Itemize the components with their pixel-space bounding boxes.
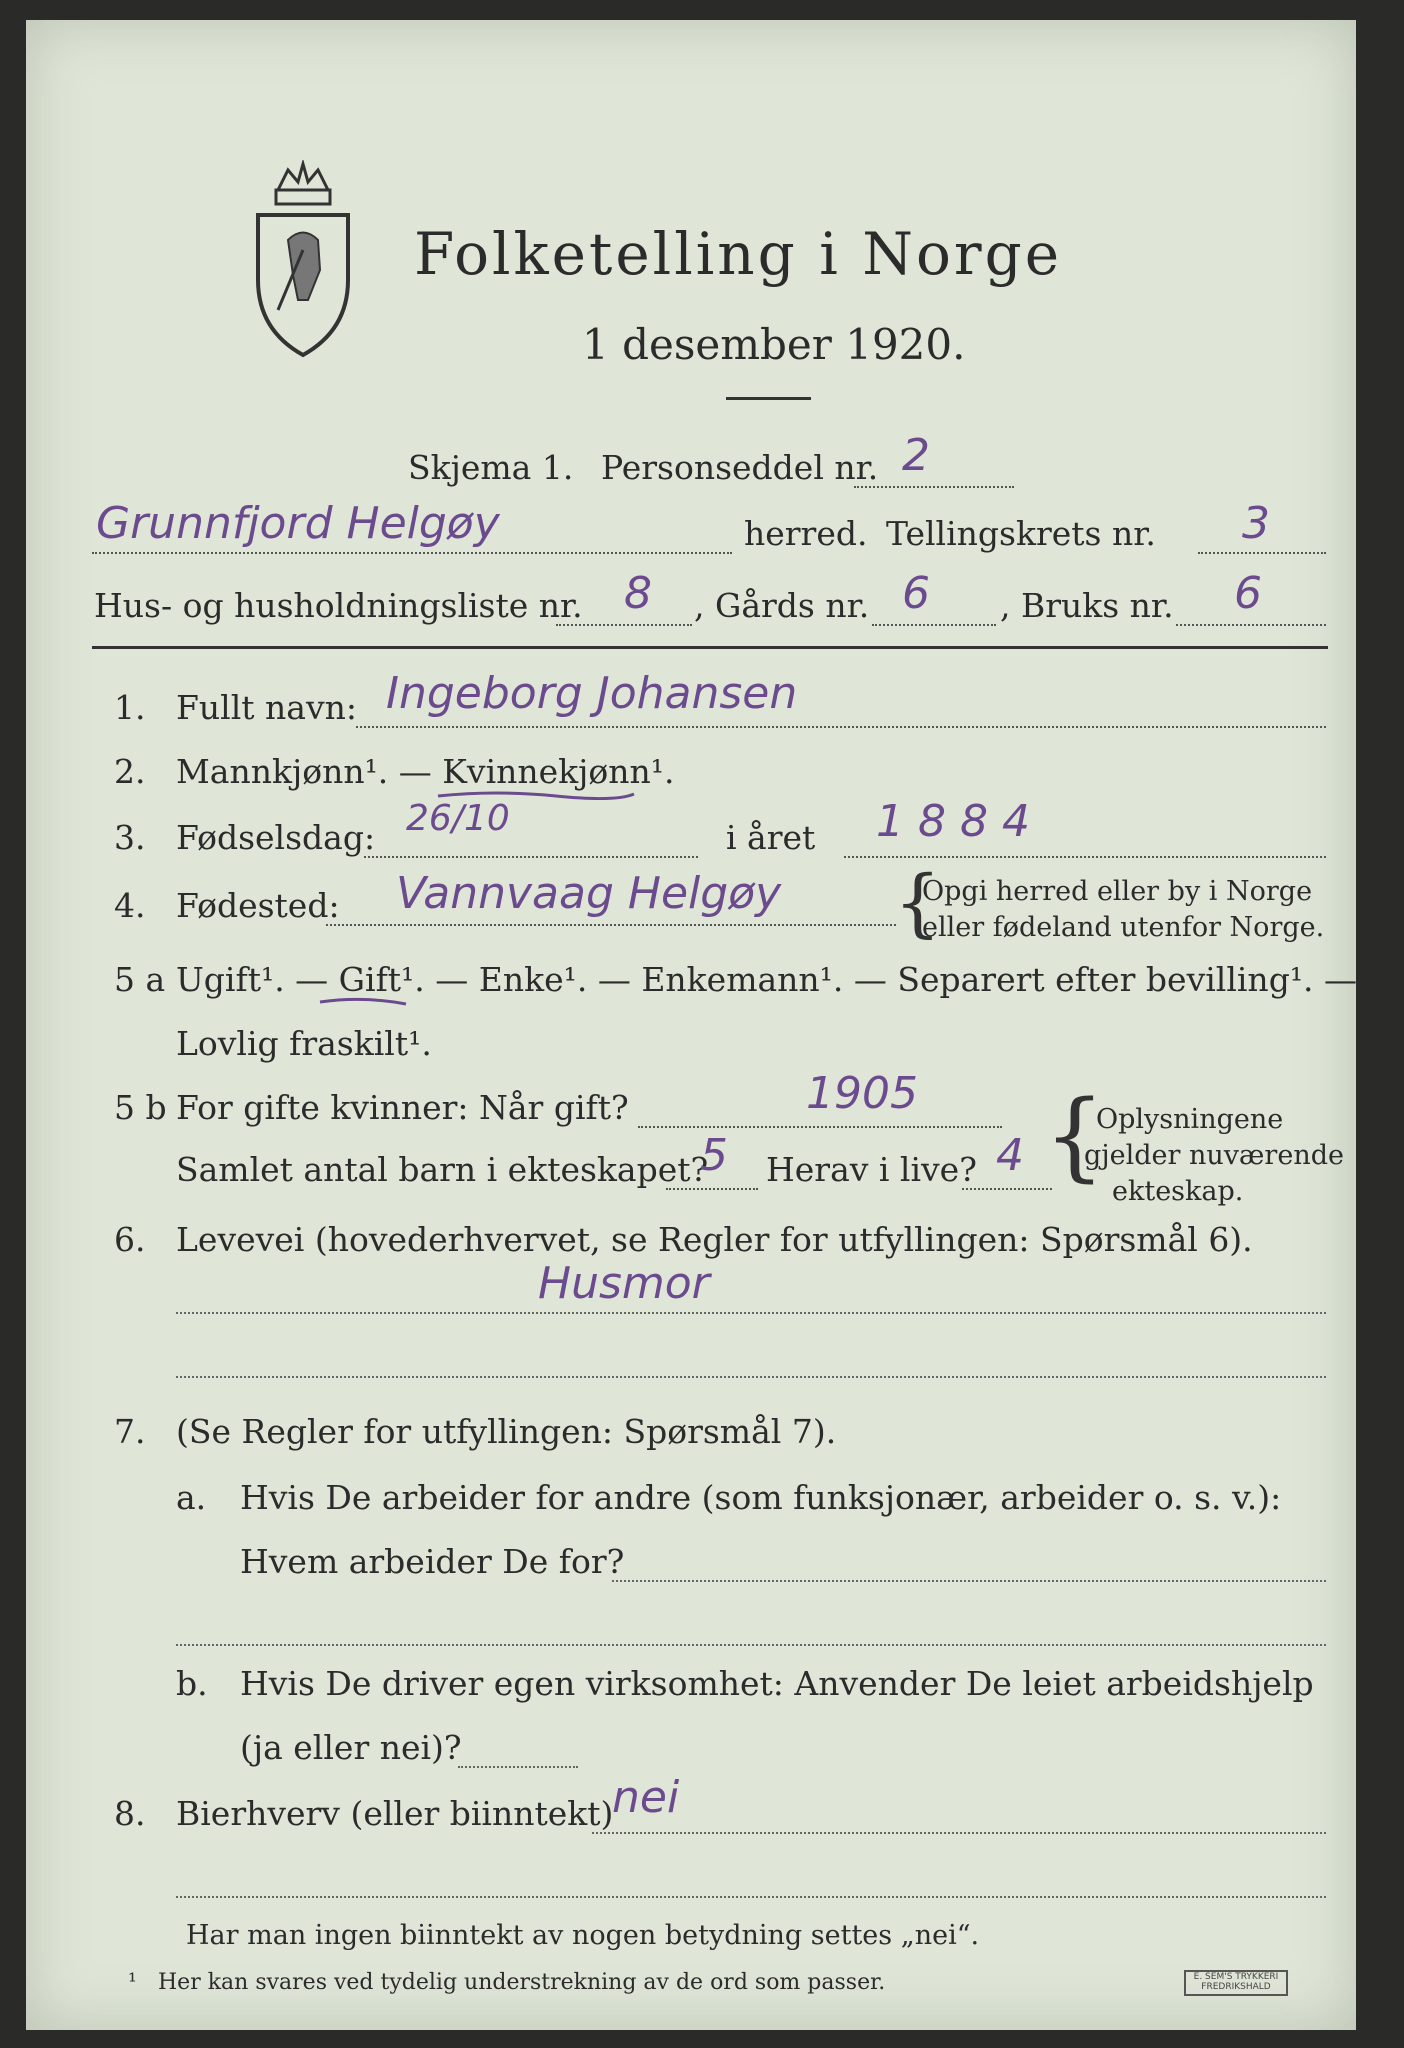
q5b-alive-label: Herav i live? xyxy=(766,1150,977,1189)
q4-brace: { xyxy=(894,860,942,946)
birthplace-value: Vannvaag Helgøy xyxy=(396,868,782,919)
gift-underline xyxy=(318,996,408,1010)
hus-label: Hus- og husholdningsliste nr. xyxy=(94,586,583,625)
q5b-note-line3: ekteskap. xyxy=(1112,1176,1244,1207)
footnote-mark: ¹ xyxy=(128,1970,137,1995)
q2-number: 2. xyxy=(114,752,146,791)
nei-note: Har man ingen biinntekt av nogen betydning settes „nei“. xyxy=(186,1920,980,1951)
q5a-number: 5 a xyxy=(114,960,166,999)
occupation-value: Husmor xyxy=(538,1258,710,1309)
bruks-label: , Bruks nr. xyxy=(1000,586,1174,625)
footnote-text: Her kan svares ved tydelig understrekning av de ord som passer. xyxy=(158,1970,886,1995)
q4-label: Fødested: xyxy=(176,886,340,925)
q5a-label-line2: Lovlig fraskilt¹. xyxy=(176,1024,432,1063)
q5b-number: 5 b xyxy=(114,1088,167,1127)
q7b-label: Hvis De driver egen virksomhet: Anvender De leiet arbeidshjelp xyxy=(240,1664,1314,1703)
birthdate-value: 26/10 xyxy=(406,798,510,839)
printer-stamp: E. SEM'S TRYKKERI FREDRIKSHALD xyxy=(1184,1970,1288,1996)
q7-number: 7. xyxy=(114,1412,146,1451)
marriage-year-value: 1905 xyxy=(806,1068,918,1119)
q1-label: Fullt navn: xyxy=(176,688,357,727)
tellingskrets-value: 3 xyxy=(1242,498,1270,549)
q3-label: Fødselsdag: xyxy=(176,818,376,857)
birthyear-value: 1884 xyxy=(876,796,1044,847)
q7-label: (Se Regler for utfyllingen: Spørsmål 7). xyxy=(176,1412,837,1451)
hus-value: 8 xyxy=(624,568,652,619)
children-count-value: 5 xyxy=(700,1130,728,1181)
herred-value: Grunnfjord Helgøy xyxy=(96,498,500,549)
coat-of-arms-icon xyxy=(248,160,358,360)
gards-value: 6 xyxy=(902,568,930,619)
header-rule xyxy=(92,646,1328,649)
q7b-number: b. xyxy=(176,1664,208,1703)
q5a-label: Ugift¹. — Gift¹. — Enke¹. — Enkemann¹. — Separert efter bevilling¹. — xyxy=(176,960,1358,999)
q7a-label-line2: Hvem arbeider De for? xyxy=(240,1542,625,1581)
side-income-value: nei xyxy=(612,1772,680,1823)
q5b-brace: { xyxy=(1044,1080,1106,1192)
title-divider xyxy=(726,397,811,400)
q1-number: 1. xyxy=(114,688,146,727)
q8-label: Bierhverv (eller biinntekt) xyxy=(176,1794,614,1833)
q4-note-line2: eller fødeland utenfor Norge. xyxy=(922,912,1325,943)
gards-label: , Gårds nr. xyxy=(694,586,870,625)
form-title: Folketelling i Norge xyxy=(414,220,1063,288)
q7b-label-line2: (ja eller nei)? xyxy=(240,1728,462,1767)
q2-label: Mannkjønn¹. — Kvinnekjønn¹. xyxy=(176,752,675,791)
q4-number: 4. xyxy=(114,886,146,925)
personseddel-value: 2 xyxy=(902,430,930,481)
bruks-value: 6 xyxy=(1234,568,1262,619)
children-alive-value: 4 xyxy=(996,1130,1024,1181)
tellingskrets-label: Tellingskrets nr. xyxy=(886,514,1156,553)
q7a-number: a. xyxy=(176,1478,207,1517)
q7a-label: Hvis De arbeider for andre (som funksjonær, arbeider o. s. v.): xyxy=(240,1478,1282,1517)
herred-label: herred. xyxy=(744,514,868,553)
q3-year-label: i året xyxy=(726,818,816,857)
q5b-label: For gifte kvinner: Når gift? xyxy=(176,1088,629,1127)
form-date: 1 desember 1920. xyxy=(582,320,966,369)
q8-number: 8. xyxy=(114,1794,146,1833)
q5b-note-line2: gjelder nuværende xyxy=(1084,1140,1344,1171)
q6-number: 6. xyxy=(114,1220,146,1259)
census-form-sheet xyxy=(26,20,1356,2030)
q5b-note-line1: Oplysningene xyxy=(1096,1104,1284,1135)
personseddel-label: Personseddel nr. xyxy=(601,448,879,487)
q3-number: 3. xyxy=(114,818,146,857)
q4-note-line1: Opgi herred eller by i Norge xyxy=(922,876,1313,907)
full-name-value: Ingeborg Johansen xyxy=(386,668,798,719)
skjema-label: Skjema 1. xyxy=(408,448,574,487)
q6-label: Levevei (hovederhvervet, se Regler for utfyllingen: Spørsmål 6). xyxy=(176,1220,1253,1259)
q5b-children-label: Samlet antal barn i ekteskapet? xyxy=(176,1150,709,1189)
